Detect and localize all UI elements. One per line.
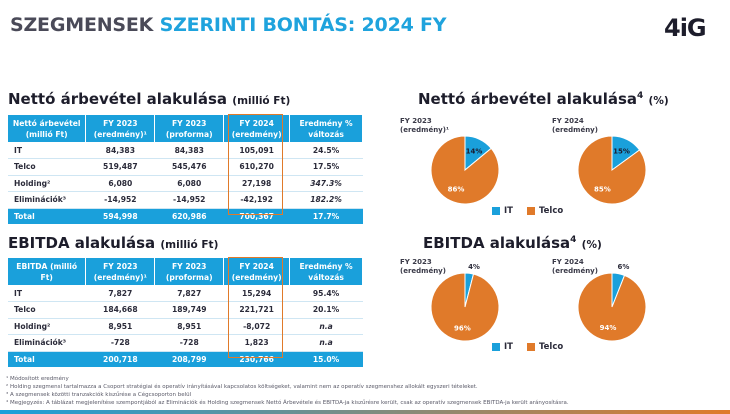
ebitda-title-text: EBITDA alakulása bbox=[8, 234, 156, 252]
table-cell: -8,072 bbox=[224, 318, 290, 335]
pie-data-label: 85% bbox=[594, 185, 611, 194]
legend-swatch-it bbox=[492, 207, 500, 215]
table-row bbox=[8, 142, 363, 159]
revenue-pie-fy2023 bbox=[429, 134, 501, 206]
ebitda-pie-fy2024 bbox=[576, 263, 648, 343]
revenue_table-header-4: Eredmény % változás bbox=[290, 115, 363, 142]
table-total-cell: 200,718 bbox=[86, 351, 155, 367]
table-cell: 221,721 bbox=[224, 302, 290, 319]
table-cell: 7,827 bbox=[155, 285, 224, 302]
table-row bbox=[8, 302, 363, 319]
table-cell: Telco bbox=[8, 302, 86, 319]
legend-label-telco: Telco bbox=[538, 206, 564, 216]
table-cell: 105,091 bbox=[224, 142, 290, 159]
table-cell: 24.5% bbox=[290, 142, 363, 159]
table-cell: 1,823 bbox=[224, 335, 290, 352]
revenue-pie-fy2024 bbox=[576, 134, 648, 206]
pie-data-label: 96% bbox=[453, 324, 471, 333]
ebitda-pie-fy2023 bbox=[429, 262, 501, 343]
table-cell: 20.1% bbox=[290, 302, 363, 319]
table-row bbox=[8, 335, 363, 352]
table-cell: -42,192 bbox=[224, 192, 290, 209]
ebitda-table-title bbox=[8, 234, 218, 252]
revenue_table-header-2: FY 2023 (proforma) bbox=[155, 115, 224, 142]
table-total-cell: 230,766 bbox=[224, 351, 290, 367]
legend-item-telco bbox=[527, 342, 563, 352]
footnote-4: ⁴ Megjegyzés: A táblázat megjelenítése szempontjából az Eliminációk és Holding szegmensek Nettó Árbevétele és EBITDA-ja kiszűrésre került, csak az operatív szegmensek EBITDA-ja került arányosításra. bbox=[6, 400, 569, 406]
table-row bbox=[8, 175, 363, 192]
ebitda_table-header-4: Eredmény % változás bbox=[290, 258, 363, 285]
table-cell: 347.3% bbox=[290, 175, 363, 192]
pie-data-label: 86% bbox=[447, 185, 465, 194]
table-row bbox=[8, 318, 363, 335]
revenue-pies-title-sup: 4 bbox=[637, 91, 644, 101]
table-cell: 95.4% bbox=[290, 285, 363, 302]
legend-item-it bbox=[492, 206, 513, 216]
table-cell: IT bbox=[8, 142, 86, 159]
table-cell: -728 bbox=[86, 335, 155, 352]
table-total-cell: 208,799 bbox=[155, 351, 224, 367]
legend-item-telco bbox=[527, 206, 563, 216]
revenue-table bbox=[8, 115, 363, 224]
table-row bbox=[8, 159, 363, 176]
revenue-pies-title-text: Nettó árbevétel alakulása bbox=[418, 90, 638, 108]
pie-data-label: 94% bbox=[599, 324, 617, 333]
legend-item-it bbox=[492, 342, 513, 352]
revenue_table-header-0: Nettó árbevétel (millió Ft) bbox=[8, 115, 86, 142]
ebitda-pies-title bbox=[423, 234, 602, 252]
table-total-cell: 594,998 bbox=[86, 208, 155, 224]
ebitda_table-header-0: EBITDA (millió Ft) bbox=[8, 258, 86, 285]
table-cell: 7,827 bbox=[86, 285, 155, 302]
ebitda-pie-right-label: FY 2024 (eredmény) bbox=[552, 258, 598, 275]
ebitda-title-unit: (millió Ft) bbox=[160, 239, 219, 251]
ebitda_table-header-3: FY 2024 (eredmény) bbox=[224, 258, 290, 285]
ebitda-table-header bbox=[8, 258, 363, 285]
revenue-title-text: Nettó árbevétel alakulása bbox=[8, 90, 228, 108]
table-cell: 184,668 bbox=[86, 302, 155, 319]
table-cell: 8,951 bbox=[86, 318, 155, 335]
legend-label-it: IT bbox=[504, 206, 513, 216]
ebitda-pies-title-unit: (%) bbox=[581, 239, 602, 251]
revenue-table-body bbox=[8, 142, 363, 224]
legend-label-telco: Telco bbox=[538, 342, 564, 352]
footnotes bbox=[6, 375, 569, 407]
table-cell: -728 bbox=[155, 335, 224, 352]
pie-data-label: 14% bbox=[465, 147, 483, 156]
table-cell: IT bbox=[8, 285, 86, 302]
page-title bbox=[10, 14, 446, 36]
ebitda_table-header-1: FY 2023 (eredmény)¹ bbox=[86, 258, 155, 285]
ebitda-pie-left-label: FY 2023 (eredmény) bbox=[400, 258, 446, 275]
table-cell: Holding² bbox=[8, 175, 86, 192]
page-title-part1: SZEGMENSEK bbox=[10, 14, 160, 36]
table-cell: Eliminációk³ bbox=[8, 192, 86, 209]
company-logo: 4iG bbox=[664, 14, 706, 42]
header-bar bbox=[0, 0, 730, 55]
revenue-pies-title-unit: (%) bbox=[648, 95, 669, 107]
table-cell: 519,487 bbox=[86, 159, 155, 176]
pie-data-label: 4% bbox=[468, 262, 480, 271]
table-cell: Telco bbox=[8, 159, 86, 176]
table-cell: n.a bbox=[290, 318, 363, 335]
table-cell: 84,383 bbox=[86, 142, 155, 159]
ebitda_table-header-2: FY 2023 (proforma) bbox=[155, 258, 224, 285]
revenue-table-header bbox=[8, 115, 363, 142]
footnote-2: ² Holding szegmensl tartalmazza a Csoport stratégiai és operatív irányításával kapcsolatos költségeket, valamint nem az operatív szegmenshez allokált egyszeri tételeket. bbox=[6, 384, 478, 390]
legend-swatch-telco bbox=[527, 207, 535, 215]
table-cell: -14,952 bbox=[86, 192, 155, 209]
table-total-cell: Total bbox=[8, 208, 86, 224]
table-cell: 6,080 bbox=[86, 175, 155, 192]
table-total-row bbox=[8, 208, 363, 224]
page-title-part2: SZERINTI BONTÁS: 2024 FY bbox=[159, 14, 447, 36]
footnote-3: ³ A szegmensek közötti tranzakciók kiszűrése a Cégcsoporton belül bbox=[6, 392, 192, 398]
table-cell: n.a bbox=[290, 335, 363, 352]
footer-accent-line bbox=[0, 410, 730, 414]
table-cell: 545,476 bbox=[155, 159, 224, 176]
table-cell: 189,749 bbox=[155, 302, 224, 319]
revenue-pie-left-label: FY 2023 (eredmény)¹ bbox=[400, 117, 450, 134]
table-total-row bbox=[8, 351, 363, 367]
revenue-title-unit: (millió Ft) bbox=[232, 95, 291, 107]
legend-swatch-telco bbox=[527, 343, 535, 351]
table-cell: 27,198 bbox=[224, 175, 290, 192]
table-total-cell: 15.0% bbox=[290, 351, 363, 367]
revenue_table-header-1: FY 2023 (eredmény)¹ bbox=[86, 115, 155, 142]
table-total-cell: 17.7% bbox=[290, 208, 363, 224]
table-total-cell: 700,367 bbox=[224, 208, 290, 224]
table-total-cell: 620,986 bbox=[155, 208, 224, 224]
table-cell: Eliminációk³ bbox=[8, 335, 86, 352]
revenue-pie-legend bbox=[492, 206, 577, 216]
ebitda-pies-title-text: EBITDA alakulása bbox=[423, 234, 571, 252]
table-cell: 6,080 bbox=[155, 175, 224, 192]
revenue_table-header-3: FY 2024 (eredmény) bbox=[224, 115, 290, 142]
revenue-table-title bbox=[8, 90, 290, 108]
ebitda-pie-legend bbox=[492, 342, 577, 352]
table-total-cell: Total bbox=[8, 351, 86, 367]
table-cell: -14,952 bbox=[155, 192, 224, 209]
footnote-1: ¹ Módosított eredmény bbox=[6, 376, 69, 382]
table-cell: 182.2% bbox=[290, 192, 363, 209]
table-cell: 84,383 bbox=[155, 142, 224, 159]
legend-swatch-it bbox=[492, 343, 500, 351]
table-cell: Holding² bbox=[8, 318, 86, 335]
pie-data-label: 15% bbox=[613, 147, 630, 156]
ebitda-table-body bbox=[8, 285, 363, 367]
table-cell: 15,294 bbox=[224, 285, 290, 302]
table-cell: 610,270 bbox=[224, 159, 290, 176]
ebitda-pies-title-sup: 4 bbox=[570, 235, 577, 245]
legend-label-it: IT bbox=[504, 342, 513, 352]
table-cell: 17.5% bbox=[290, 159, 363, 176]
pie-data-label: 6% bbox=[617, 263, 630, 272]
ebitda-table bbox=[8, 258, 363, 367]
revenue-pie-right-label: FY 2024 (eredmény) bbox=[552, 117, 598, 134]
table-row bbox=[8, 285, 363, 302]
table-cell: 8,951 bbox=[155, 318, 224, 335]
revenue-pies-title bbox=[418, 90, 669, 108]
table-row bbox=[8, 192, 363, 209]
